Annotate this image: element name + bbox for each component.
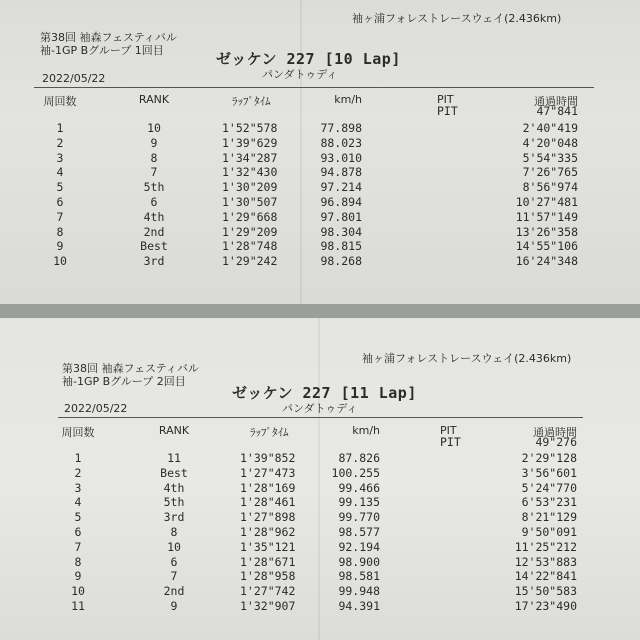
table-row bbox=[0, 226, 640, 239]
speed-kmh: 87.826 bbox=[338, 451, 380, 465]
bib-number: ゼッケン 227 [11 Lap] bbox=[232, 384, 417, 402]
rank: Best bbox=[160, 465, 188, 480]
col-laptime: ﾗｯﾌﾟﾀｲﾑ bbox=[232, 95, 271, 108]
col-passing: 通過時間 bbox=[533, 426, 577, 439]
speed-kmh: 93.010 bbox=[320, 150, 362, 165]
lap-number: 3 bbox=[74, 480, 82, 495]
lap-time: 1'52"578 bbox=[222, 121, 278, 135]
lap-number: 7 bbox=[56, 209, 64, 224]
rank: 5th bbox=[143, 180, 165, 195]
passing-time: 2'29"128 bbox=[521, 451, 577, 465]
col-lap: 周回数 bbox=[43, 95, 77, 108]
speed-kmh: 98.900 bbox=[338, 554, 380, 569]
lap-number: 6 bbox=[56, 195, 64, 209]
lap-time: 1'29"209 bbox=[222, 224, 278, 239]
event-name: 第38回 袖森フェスティバル bbox=[40, 31, 177, 44]
lap-time: 1'28"671 bbox=[240, 554, 296, 569]
lap-time: 1'39"629 bbox=[222, 135, 278, 150]
lap-time: 1'28"169 bbox=[240, 480, 296, 495]
lap-time: 1'32"430 bbox=[222, 165, 278, 180]
rank: 5th bbox=[163, 495, 185, 510]
speed-kmh: 98.815 bbox=[320, 239, 362, 254]
pit-row bbox=[0, 436, 640, 449]
lap-time: 1'27"742 bbox=[240, 584, 296, 599]
speed-kmh: 99.948 bbox=[338, 584, 380, 599]
header-divider bbox=[58, 417, 583, 418]
speed-kmh: 96.894 bbox=[320, 195, 362, 209]
rank: 9 bbox=[170, 599, 178, 613]
col-rank: RANK bbox=[158, 424, 190, 437]
date: 2022/05/22 bbox=[42, 72, 106, 85]
col-kmh: km/h bbox=[352, 424, 380, 437]
lap-time: 1'28"958 bbox=[240, 569, 296, 584]
speed-kmh: 98.304 bbox=[320, 224, 362, 239]
rank: 11 bbox=[167, 451, 181, 465]
lap-number: 11 bbox=[71, 599, 85, 613]
lap-number: 3 bbox=[56, 150, 64, 165]
col-lap: 周回数 bbox=[61, 426, 95, 439]
passing-time: 5'24"770 bbox=[521, 480, 577, 495]
venue-name: 袖ヶ浦フォレストレースウェイ(2.436km) bbox=[352, 12, 562, 25]
speed-kmh: 99.770 bbox=[338, 510, 380, 525]
table-row bbox=[0, 570, 640, 583]
speed-kmh: 98.581 bbox=[338, 569, 380, 584]
table-row bbox=[0, 585, 640, 598]
rank: 4th bbox=[163, 480, 185, 495]
table-row bbox=[0, 122, 640, 135]
sheet-gap bbox=[0, 304, 640, 318]
rank: 7 bbox=[150, 165, 158, 180]
lap-number: 6 bbox=[74, 525, 82, 539]
passing-time: 2'40"419 bbox=[522, 121, 578, 135]
passing-time: 4'20"048 bbox=[522, 135, 578, 150]
speed-kmh: 77.898 bbox=[320, 121, 362, 135]
lap-number: 9 bbox=[74, 569, 82, 584]
rank: 6 bbox=[150, 195, 158, 209]
table-row bbox=[0, 181, 640, 194]
table-row bbox=[0, 526, 640, 539]
rank: 4th bbox=[143, 209, 165, 224]
table-row bbox=[0, 452, 640, 465]
header-divider bbox=[34, 87, 594, 88]
lap-number: 1 bbox=[56, 121, 64, 135]
table-row bbox=[0, 467, 640, 480]
passing-time: 16'24"348 bbox=[515, 254, 578, 269]
col-pit: PIT bbox=[437, 93, 454, 106]
col-passing: 通過時間 bbox=[534, 95, 578, 108]
speed-kmh: 92.194 bbox=[338, 539, 380, 554]
passing-time: 17'23"490 bbox=[514, 599, 577, 613]
pit-label: PIT bbox=[437, 104, 458, 118]
lap-time: 1'27"473 bbox=[240, 465, 296, 480]
table-row bbox=[0, 541, 640, 554]
table-row bbox=[0, 255, 640, 268]
speed-kmh: 100.255 bbox=[331, 465, 380, 480]
table-row bbox=[0, 240, 640, 253]
col-pit: PIT bbox=[440, 424, 457, 437]
rank: 8 bbox=[170, 525, 178, 539]
lap-number: 10 bbox=[71, 584, 85, 599]
table-row bbox=[0, 600, 640, 613]
lap-number: 2 bbox=[74, 465, 82, 480]
passing-time: 14'55"106 bbox=[515, 239, 578, 254]
lap-time: 1'35"121 bbox=[240, 539, 296, 554]
rank: 2nd bbox=[163, 584, 185, 599]
venue-name: 袖ヶ浦フォレストレースウェイ(2.436km) bbox=[362, 352, 572, 365]
event-group: 袖-1GP Bグループ 2回目 bbox=[62, 375, 186, 388]
passing-time: 3'56"601 bbox=[521, 465, 577, 480]
table-row bbox=[0, 556, 640, 569]
lap-time: 1'28"748 bbox=[222, 239, 278, 254]
lap-time: 1'29"668 bbox=[222, 209, 278, 224]
col-kmh: km/h bbox=[334, 93, 362, 106]
table-row bbox=[0, 496, 640, 509]
speed-kmh: 94.878 bbox=[320, 165, 362, 180]
lap-number: 7 bbox=[74, 539, 82, 554]
passing-time: 8'56"974 bbox=[522, 180, 578, 195]
rank: 2nd bbox=[143, 224, 165, 239]
passing-time: 10'27"481 bbox=[515, 195, 578, 209]
passing-time: 15'50"583 bbox=[514, 584, 577, 599]
event-group: 袖-1GP Bグループ 1回目 bbox=[40, 44, 164, 57]
lap-number: 2 bbox=[56, 135, 64, 150]
rank: 8 bbox=[150, 150, 158, 165]
speed-kmh: 99.135 bbox=[338, 495, 380, 510]
table-row bbox=[0, 511, 640, 524]
lap-number: 9 bbox=[56, 239, 64, 254]
pit-label: PIT bbox=[440, 435, 461, 449]
speed-kmh: 98.268 bbox=[320, 254, 362, 269]
passing-time: 8'21"129 bbox=[521, 510, 577, 525]
speed-kmh: 94.391 bbox=[338, 599, 380, 613]
lap-time: 1'32"907 bbox=[240, 599, 296, 613]
speed-kmh: 98.577 bbox=[338, 525, 380, 539]
passing-time: 14'22"841 bbox=[514, 569, 577, 584]
timing-sheet-session-2 bbox=[0, 318, 640, 640]
lap-number: 8 bbox=[74, 554, 82, 569]
rank: 9 bbox=[150, 135, 158, 150]
lap-time: 1'30"507 bbox=[222, 195, 278, 209]
lap-time: 1'29"242 bbox=[222, 254, 278, 269]
pit-passing: 47"841 bbox=[536, 104, 578, 118]
passing-time: 12'53"883 bbox=[514, 554, 577, 569]
passing-time: 6'53"231 bbox=[521, 495, 577, 510]
date: 2022/05/22 bbox=[64, 402, 128, 415]
passing-time: 13'26"358 bbox=[515, 224, 578, 239]
lap-number: 4 bbox=[74, 495, 82, 510]
rank: 7 bbox=[170, 569, 178, 584]
timing-sheet-session-1 bbox=[0, 0, 640, 304]
col-laptime: ﾗｯﾌﾟﾀｲﾑ bbox=[250, 426, 289, 439]
lap-number: 10 bbox=[53, 254, 67, 269]
lap-number: 5 bbox=[56, 180, 64, 195]
rank: 6 bbox=[170, 554, 178, 569]
rank: 3rd bbox=[143, 254, 165, 269]
team-name: パンダトゥディ bbox=[282, 402, 358, 415]
rank: 10 bbox=[147, 121, 161, 135]
passing-time: 11'57"149 bbox=[515, 209, 578, 224]
event-name: 第38回 袖森フェスティバル bbox=[62, 362, 199, 375]
speed-kmh: 99.466 bbox=[338, 480, 380, 495]
passing-time: 11'25"212 bbox=[514, 539, 577, 554]
lap-number: 1 bbox=[74, 451, 82, 465]
lap-number: 4 bbox=[56, 165, 64, 180]
speed-kmh: 97.214 bbox=[320, 180, 362, 195]
table-row bbox=[0, 211, 640, 224]
rank: Best bbox=[140, 239, 168, 254]
rank: 10 bbox=[167, 539, 181, 554]
lap-time: 1'30"209 bbox=[222, 180, 278, 195]
lap-time: 1'28"962 bbox=[240, 525, 296, 539]
lap-number: 8 bbox=[56, 224, 64, 239]
passing-time: 5'54"335 bbox=[522, 150, 578, 165]
pit-row bbox=[0, 105, 640, 118]
passing-time: 7'26"765 bbox=[522, 165, 578, 180]
bib-number: ゼッケン 227 [10 Lap] bbox=[216, 50, 401, 68]
table-row bbox=[0, 137, 640, 150]
lap-number: 5 bbox=[74, 510, 82, 525]
lap-time: 1'28"461 bbox=[240, 495, 296, 510]
table-row bbox=[0, 166, 640, 179]
speed-kmh: 88.023 bbox=[320, 135, 362, 150]
lap-time: 1'39"852 bbox=[240, 451, 296, 465]
col-rank: RANK bbox=[138, 93, 170, 106]
team-name: パンダトゥディ bbox=[262, 68, 338, 81]
lap-time: 1'27"898 bbox=[240, 510, 296, 525]
table-row bbox=[0, 152, 640, 165]
passing-time: 9'50"091 bbox=[521, 525, 577, 539]
lap-time: 1'34"287 bbox=[222, 150, 278, 165]
speed-kmh: 97.801 bbox=[320, 209, 362, 224]
table-row bbox=[0, 482, 640, 495]
rank: 3rd bbox=[163, 510, 185, 525]
table-row bbox=[0, 196, 640, 209]
pit-passing: 49"276 bbox=[535, 435, 577, 449]
